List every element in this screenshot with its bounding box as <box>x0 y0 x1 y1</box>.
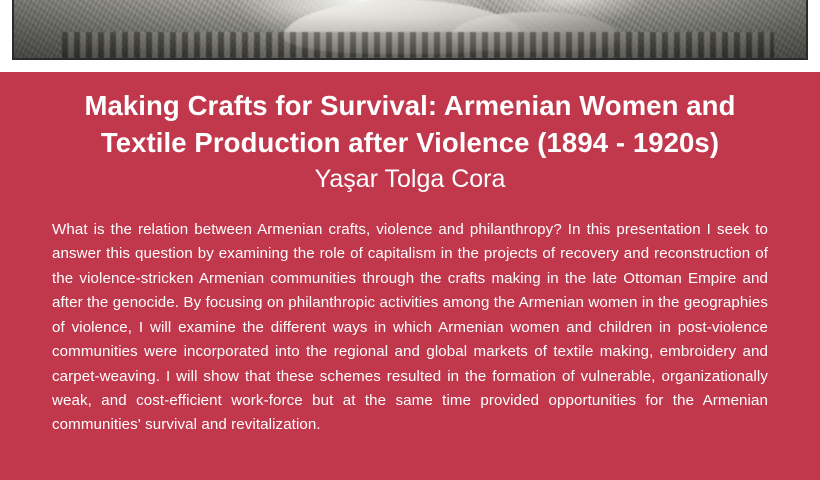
author-name: Yaşar Tolga Cora <box>314 165 506 194</box>
photo-frame <box>12 0 808 60</box>
header-photo-band <box>0 0 820 72</box>
photo-vignette-overlay <box>14 0 806 58</box>
page-title <box>52 88 768 161</box>
abstract-text: What is the relation between Armenian crafts, violence and philanthropy? In this presentation I seek to answer this question by examining the role of capitalism in the projects of recovery and reconstruction of the violence-stricken Armenian communities through the crafts making in the late Ottoman Empire and after the genocide. By focusing on philanthropic activities among the Armenian women in the geographies of violence, I will examine the different ways in which Armenian women and children in post-violence communities were incorporated into the regional and global markets of textile making, embroidery and carpet-weaving. I will show that these schemes resulted in the formation of vulnerable, organizationally weak, and cost-efficient work-force but at the same time provided opportunities for the Armenian communities' survival and revitalization. <box>52 220 768 434</box>
title-line-2: Textile Production after Violence (1894 - 1920s) <box>100 126 720 158</box>
poster-content <box>0 72 820 480</box>
title-line-1: Making Crafts for Survival: Armenian Women and <box>84 90 736 121</box>
archival-photograph-image <box>14 0 806 58</box>
